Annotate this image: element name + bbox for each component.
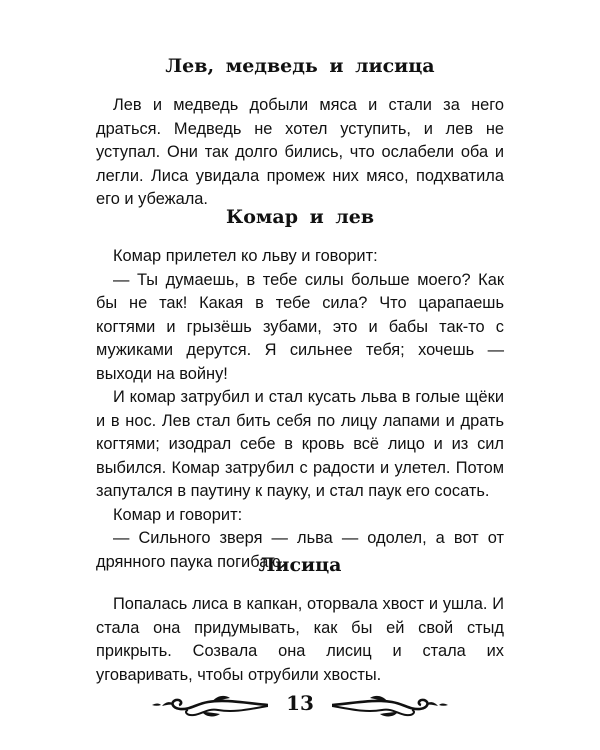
flourish-ornament-icon (150, 690, 268, 720)
story-lion-bear-fox (96, 52, 504, 212)
story-paragraph: Комар и говорит: (113, 505, 243, 524)
story-paragraph: И комар затрубил и стал кусать льва в голые щёки и в нос. Лев стал бить себя по лицу лапами и драть когтями; изодрал себе в кровь всё лицо и из сил выбился. Комар затрубил с радости и улетел. Потом запутался в паутину к пауку, и стал паук его сосать. (96, 388, 504, 500)
story-title: Комар и лев (225, 206, 375, 228)
story-title: Лисица (258, 554, 342, 576)
page-footer (150, 688, 450, 722)
story-paragraph: — Ты думаешь, в тебе силы больше моего? Как бы не так! Какая в тебе сила? Что царапаешь когтями и грызёшь зубами, это и бабы так-то с мужиками дерутся. Я сильнее тебя; хочешь — выходи на войну! (96, 270, 504, 383)
story-mosquito-lion (96, 203, 504, 574)
story-paragraph: Комар прилетел ко льву и говорит: (113, 247, 378, 265)
flourish-ornament-icon (332, 690, 450, 720)
story-title: Лев, медведь и лисица (165, 55, 435, 77)
story-fox (96, 551, 504, 687)
story-paragraph: Лев и медведь добыли мяса и стали за него драться. Медведь не хотел уступить, и лев не уступал. Они так долго бились, что ослабели оба и легли. Лиса увидала промеж них мясо, подхватила его и убежала. (96, 96, 504, 208)
story-paragraph: Попалась лиса в капкан, оторвала хвост и ушла. И стала она придумывать, как бы ей свой стыд прикрыть. Созвала она лисиц и стала их уговаривать, чтобы отрубили хвосты. (96, 595, 504, 684)
page-number: 13 (286, 691, 314, 715)
story-paragraph: — Сильного зверя — льва — одолел, а вот от дрянного паука погибаю. (96, 529, 504, 571)
